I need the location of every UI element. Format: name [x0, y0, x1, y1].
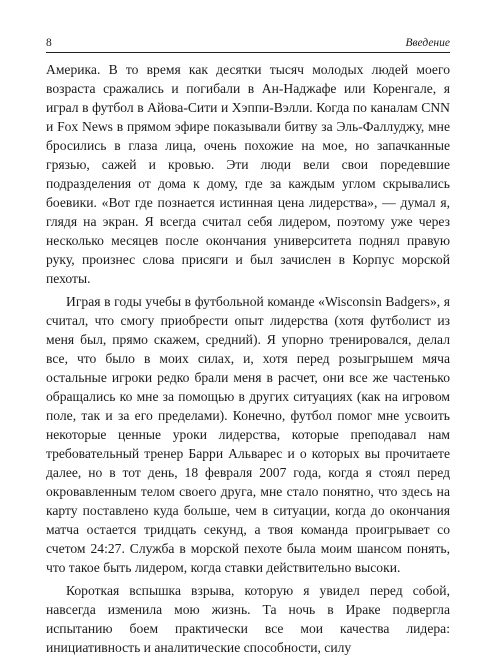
- paragraph-3: Короткая вспышка взрыва, которую я увидел перед собой, навсегда изменила мою жизнь. Та ночь в Ираке подвергла испытанию боем практически все мои качества лидера: инициативность и аналитические способности, силу: [46, 583, 450, 655]
- paragraph-1: Америка. В то время как десятки тысяч молодых людей моего возраста сражались и погибали в Ан-Наджафе или Коренгале, я играл в футбол в Айова-Сити и Хэппи-Вэлли. Когда по каналам CNN и Fox News в прямом эфире показывали битву за Эль-Фаллуджу, мне бросились в глаза лица, очень похожие на мое, но запачканные грязью, сажей и кровью. Эти люди вели свои поредевшие подразделения от дома к дому, где за каждым углом скрывались боевики. «Вот где познается истинная цена лидерства», — думал я, глядя на экран. Я всегда считал себя лидером, поэтому уже через несколько месяцев после окончания университета поднял правую руку, произнес слова присяги и был зачислен в Корпус морской пехоты.: [46, 62, 450, 286]
- running-header: [46, 34, 450, 53]
- book-page: [46, 34, 450, 657]
- body-text: [46, 60, 450, 657]
- page-number: 8: [46, 37, 52, 49]
- paragraph-2: Играя в годы учебы в футбольной команде «Wisconsin Badgers», я считал, что смогу приобрести опыт лидерства (хотя футболист из меня был, прямо скажем, средний). Я упорно тренировался, делал все, что было в моих силах, и, хотя перед розыгрышем мяча остальные игроки редко брали меня в расчет, они все же частенько обращались ко мне за помощью в других ситуациях (как на игровом поле, так и за его пределами). Конечно, футбол помог мне усвоить некоторые ценные уроки лидерства, которые преподавал нам требовательный тренер Барри Альварес и о которых вы прочитаете далее, но в тот день, 18 февраля 2007 года, когда я стоял перед окровавленным телом своего друга, мне стало понятно, что здесь на карту поставлено куда больше, чем в ситуации, когда до окончания матча остается тридцать секунд, а твоя команда проигрывает со счетом 24:27. Служба в морской пехоте была моим шансом понять, что такое быть лидером, когда ставки действительно высоки.: [46, 294, 450, 575]
- section-title: Введение: [405, 37, 450, 49]
